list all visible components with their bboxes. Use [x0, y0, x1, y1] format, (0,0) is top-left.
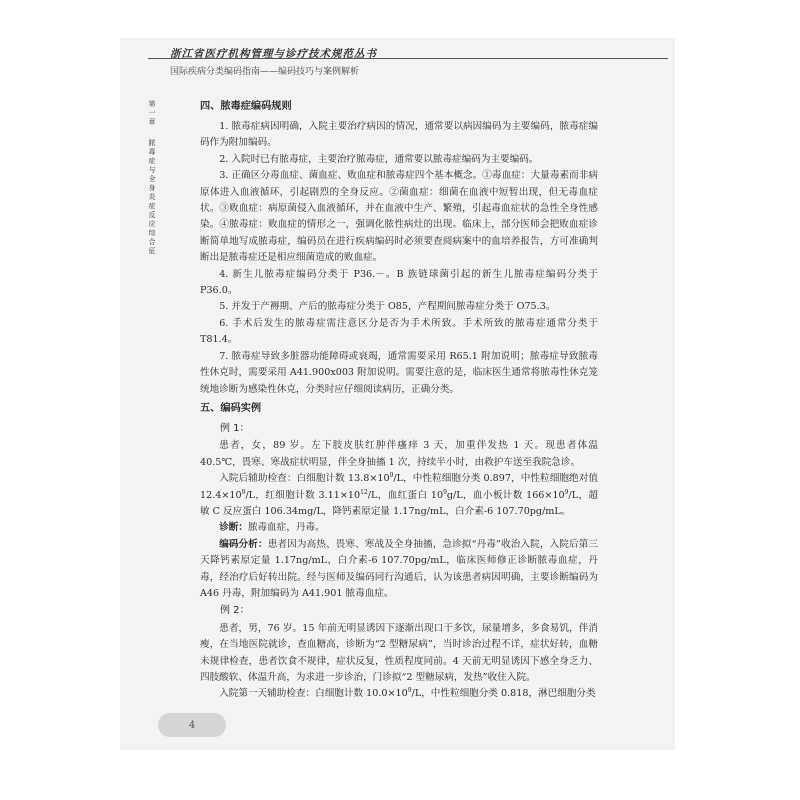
- lab-text: /L，中性粒细胞分类 0.897，中性粒细胞绝对值 12.4×10: [200, 473, 598, 501]
- case-history: 患者，女，89 岁。左下肢皮肤红肿伴瘙痒 3 天，加重伴发热 1 天。现患者体温 40.5℃，畏寒、寒战症状明显，伴全身抽搐 1 次，持续半小时，由救护车送至我院急诊。: [200, 440, 598, 468]
- analysis-text: 患者因为高热、畏寒、寒战及全身抽搐，急诊拟“丹毒”收治入院，入院后第三天降钙素原定量 1.17ng/mL，白介素-6 107.70pg/mL，临床医师修正诊断脓毒血症，丹毒，经治疗后好转出院。经与医师及编码同行沟通后，认为该患者病因明确，主要诊断编码为 A46 丹毒，附加编码为 A41.901 脓毒血症。: [200, 538, 599, 599]
- rule-item: 5. 并发于产褥期、产后的脓毒症分类于 O85，产程期间脓毒症分类于 O75.3。: [219, 301, 556, 313]
- topic-char: 综: [148, 229, 156, 237]
- topic-char: 脓: [148, 139, 156, 147]
- topic-char: 合: [148, 238, 156, 246]
- lab-text: 入院后辅助检查：白细胞计数 13.8×10: [219, 473, 390, 485]
- lab-exponent: 9: [443, 488, 447, 496]
- topic-char: 应: [148, 220, 156, 228]
- lab-exponent: 9: [241, 488, 246, 496]
- lab-text: /L，中性粒细胞分类 0.818，淋巴细胞分类: [411, 688, 596, 700]
- page-number-tab: [158, 713, 226, 737]
- rule-item: 3. 正确区分毒血症、菌血症、败血症和脓毒症四个基本概念。①毒血症：大量毒素而非病原体进入血液循环，引起剧烈的全身反应。②菌血症：细菌在血液中短暂出现，但无毒血症状。③败血症：病原菌侵入血液循环，并在血液中生产、繁殖，引起毒血症状的急性全身性感染。④脓毒症：败血症的情形之一，强调化脓性病灶的出现。临床上，部分医师会把败血症诊断简单地写成脓毒症，编码员在进行疾病编码时必须要查阅病案中的血培养报告，方可准确判断出是脓毒症还是相应细菌造成的败血症。: [200, 170, 598, 264]
- case-history: 患者，男，76 岁。15 年前无明显诱因下逐渐出现口干多饮，尿量增多，多食易饥，伴消瘦，在当地医院就诊，查血糖高，诊断为“2 型糖尿病”，当时诊治过程不详，症状好转，血糖未规律检查，患者饮食不规律，症状反复，性质程度同前。4 天前无明显诱因下感全身乏力、四肢酸软、体温升高，为求进一步诊治，门诊拟“2 型糖尿病，发热”收住入院。: [200, 622, 598, 683]
- rule-item: 2. 入院时已有脓毒症，主要治疗脓毒症，通常要以脓毒症编码为主要编码。: [219, 153, 539, 165]
- topic-char: 反: [148, 211, 156, 219]
- coding-analysis: [200, 537, 598, 603]
- lab-exponent: 12: [360, 488, 368, 496]
- topic-char: 毒: [148, 148, 156, 156]
- chapter-char: 一: [148, 109, 156, 117]
- section-heading: 四、脓毒症编码规则: [200, 101, 292, 112]
- diagnosis: [200, 520, 598, 536]
- diagnosis-label: 诊断：: [219, 522, 248, 534]
- rule-item: 1. 脓毒症病因明确，入院主要治疗病因的情况，通常要以病因编码为主要编码，脓毒症编码作为附加编码。: [200, 121, 598, 149]
- lab-exponent: 9: [564, 488, 569, 496]
- topic-char: 炎: [148, 193, 156, 201]
- chapter-char: 第: [148, 100, 156, 108]
- lab-text: /L，红细胞计数 3.11×10: [245, 489, 361, 501]
- rule-item: 7. 脓毒症导致多脏器功能障碍或衰竭，通常需要采用 R65.1 附加说明；脓毒症导致脓毒性休克时，需要采用 A41.900x003 附加说明。需要注意的是，临床医生通常将脓毒性休克笼统地诊断为感染性休克，分类时应仔细阅读病历，正确分类。: [200, 350, 598, 395]
- rule-item: 6. 手术后发生的脓毒症需注意区分是否为手术所致。手术所致的脓毒症通常分类于 T81.4。: [200, 317, 598, 346]
- page-content: [200, 96, 598, 703]
- diagnosis-text: 脓毒血症，丹毒。: [247, 522, 325, 534]
- topic-char: 全: [148, 175, 156, 183]
- section-heading: 五、编码实例: [200, 402, 262, 414]
- series-title: 浙江省医疗机构管理与诊疗技术规范丛书: [170, 48, 377, 60]
- analysis-label: 编码分析：: [219, 538, 268, 550]
- topic-char: 症: [148, 157, 156, 165]
- page-number: 4: [188, 719, 196, 731]
- topic-char: 征: [148, 247, 156, 255]
- topic-char: 身: [148, 184, 156, 192]
- chapter-side-tab: [140, 100, 164, 256]
- example-label: 例 2：: [220, 605, 250, 617]
- lab-exponent: 9: [407, 687, 412, 695]
- example-label: 例 1：: [220, 422, 250, 434]
- lab-text: g/L，血小板计数 166×10: [446, 489, 565, 501]
- topic-char: 症: [148, 202, 156, 210]
- lab-results: [200, 471, 598, 520]
- rule-item: 4. 新生儿脓毒症编码分类于 P36.－。B 族链球菌引起的新生儿脓毒症编码分类于 P36.0。: [200, 268, 598, 297]
- lab-text: 入院第一天辅助检查：白细胞计数 10.0×10: [219, 688, 408, 700]
- topic-char: 与: [148, 166, 156, 174]
- lab-results: [200, 686, 598, 702]
- lab-text: /L，血红蛋白 10: [367, 489, 444, 501]
- book-title: 国际疾病分类编码指南——编码技巧与案例解析: [170, 67, 360, 77]
- lab-exponent: 9: [389, 471, 394, 479]
- chapter-char: 章: [148, 118, 156, 126]
- lab-text: /L，超敏 C 反应蛋白 106.34mg/L，降钙素原定量 1.17ng/mL，白介素-6 107.70pg/mL。: [200, 489, 599, 517]
